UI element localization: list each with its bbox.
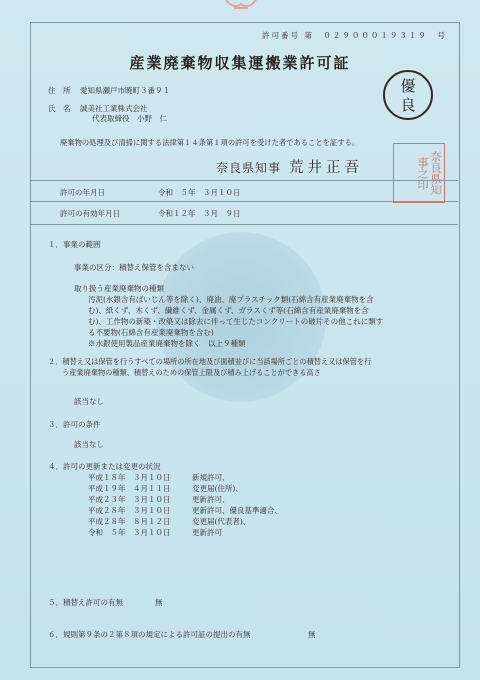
expiry-label: 許可の有効年月日 [60, 209, 120, 218]
waste-types-line: る不要物(石綿含有産業廃棄物を含む) [88, 328, 214, 337]
excellent-seal-text: 優良 [400, 77, 416, 114]
section2-line: ２．積替え又は保管を行うすべての場所の所在地及び面積並びに当該場所ごとの積替え又は保管を行 [48, 357, 372, 366]
representative: 代表取締役 小野 仁 [92, 114, 167, 123]
section4-heading: ４．許可の更新または変更の状況 [48, 462, 161, 471]
address-value: 愛知県瀬戸市暁町３番９１ [80, 86, 170, 95]
waste-types-line: 汚泥(水銀含有ばいじん等を除く)、廃油、廃プラスチック類(石綿含有産業廃棄物を含 [88, 295, 374, 304]
divider-top [30, 180, 458, 181]
history-note: 変更届(代表者)、 [192, 517, 251, 526]
history-note: 変更届(住所)、 [192, 484, 243, 493]
governor-name: 荒井正吾 [289, 160, 364, 176]
history-note: 更新許可、優良基準適合、 [192, 506, 282, 515]
governor-signature [216, 156, 363, 177]
history-date: 平成２８年 ８月１２日 [88, 517, 171, 526]
permit-date: 令和 ５年 ３月１０日 [158, 188, 241, 197]
history-date: 平成１９年 ４月１１日 [88, 484, 171, 493]
section5-label: ５．積替え許可の有無 [48, 598, 123, 607]
history-date: 平成１８年 ３月１０日 [88, 473, 171, 482]
company-name: 誠美社工業株式会社 [80, 104, 148, 113]
waste-types-line: む)、紙くず、木くず、繊維くず、金属くず、ガラスくず等(石綿含有産業廃棄物を含 [88, 306, 369, 315]
section1-heading: １．事業の範囲 [48, 240, 101, 249]
history-date: 平成２８年 ３月１０日 [88, 506, 171, 515]
waste-types-heading: 取り扱う産業廃棄物の種類 [74, 284, 164, 293]
history-note: 更新許可 [192, 528, 222, 537]
section3-value: 該当なし [74, 440, 104, 449]
waste-types-note: ※水銀使用製品産業廃棄物を除く 以上９種類 [88, 339, 246, 348]
history-date: 平成２３年 ３月１０日 [88, 495, 171, 504]
section5-value: 無 [155, 598, 163, 607]
section6-value: 無 [308, 630, 316, 639]
governor-title: 奈良県知事 [216, 161, 282, 175]
permit-date-label: 許可の年月日 [60, 188, 105, 197]
top-red-mark [222, 0, 260, 12]
divider-bottom [30, 224, 458, 225]
excellent-operator-seal [383, 70, 433, 120]
section3-heading: ３．許可の条件 [48, 420, 101, 429]
permit-number: 許可番号 第 ０２９０００１９３１９ 号 [262, 31, 447, 40]
history-note: 新規許可、 [192, 473, 230, 482]
history-date: 令和 ５年 ３月１０日 [88, 528, 171, 537]
official-red-seal: 奈良県知事之印 [393, 143, 445, 203]
history-note: 更新許可、 [192, 495, 230, 504]
section6-label: ６．規則第９条の２第８項の規定による許可証の提出の有無 [48, 630, 251, 639]
waste-types-line: む)、工作物の新築・改築又は除去に伴って生じたコンクリートの破片その他これに類す [88, 317, 384, 326]
name-label: 氏 名 [48, 104, 71, 113]
expiry-date: 令和１２年 ３月 ９日 [158, 209, 241, 218]
certification-statement: 廃棄物の処理及び清掃に関する法律第１４条第１項の許可を受けた者であることを証する。 [60, 138, 360, 147]
document-title: 産業廃棄物収集運搬業許可証 [129, 54, 351, 72]
section2-line: う産業廃棄物の種類、積替えのための保管上限及び積み上げることができる高さ [62, 368, 321, 377]
address-label: 住 所 [48, 86, 71, 95]
section2-value: 該当なし [74, 397, 104, 406]
business-category: 事業の区分：積替え保管を含まない [74, 263, 194, 272]
divider-middle [30, 201, 458, 202]
